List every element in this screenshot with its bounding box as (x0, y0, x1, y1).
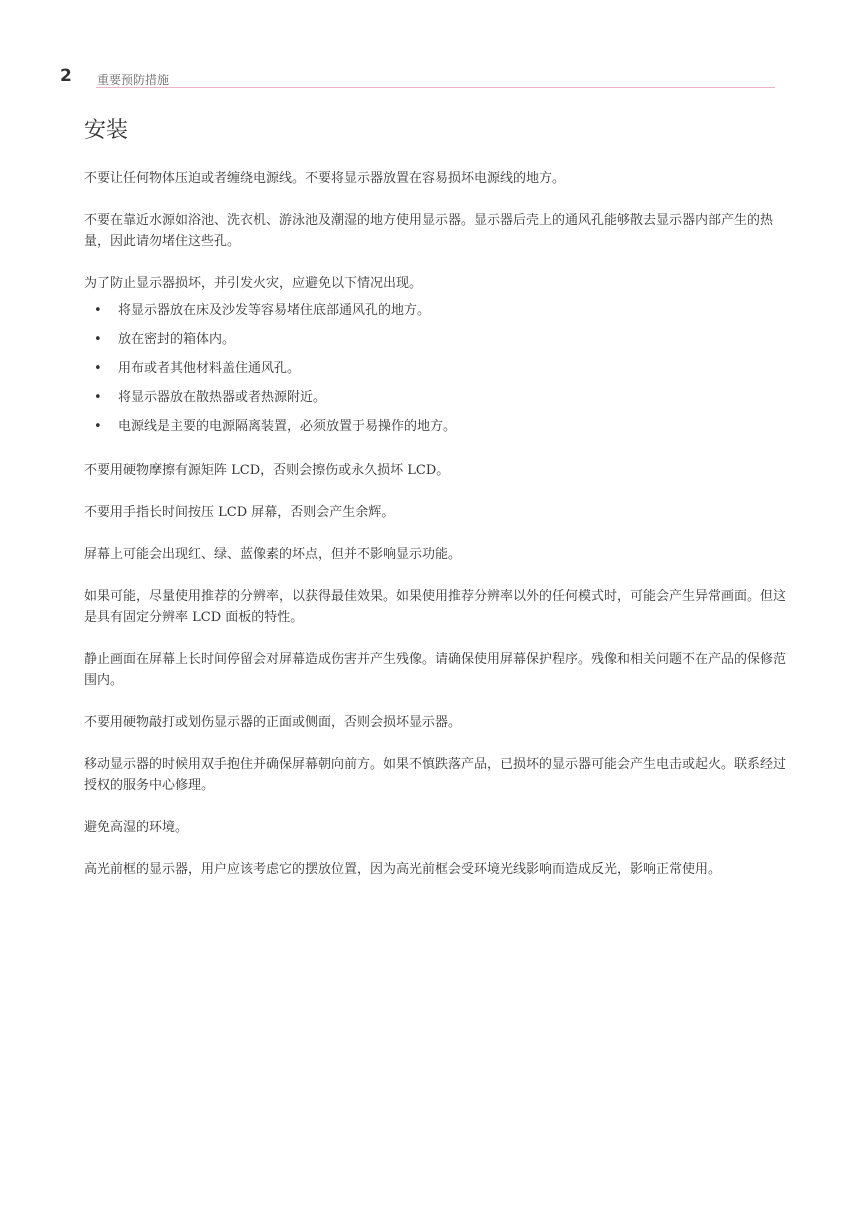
list-intro: 为了防止显示器损坏，并引发火灾，应避免以下情况出现。 (84, 276, 423, 291)
bullet-icon: • (94, 332, 102, 347)
header-divider (96, 87, 775, 88)
page-header (60, 64, 775, 90)
paragraph: 不要用硬物敲打或划伤显示器的正面或侧面，否则会损坏显示器。 (84, 715, 462, 730)
list-item-text: 用布或者其他材料盖住通风孔。 (118, 361, 301, 376)
list-item (84, 329, 794, 350)
bullet-list (84, 300, 794, 437)
page-number: 2 (60, 66, 72, 86)
list-item-text: 放在密封的箱体内。 (118, 332, 236, 347)
paragraph: 不要让任何物体压迫或者缠绕电源线。不要将显示器放置在容易损坏电源线的地方。 (84, 171, 566, 186)
list-item-text: 将显示器放在散热器或者热源附近。 (118, 390, 327, 405)
list-item (84, 387, 794, 408)
bullet-icon: • (94, 419, 102, 434)
bullet-icon: • (94, 303, 102, 318)
paragraph: 不要在靠近水源如浴池、洗衣机、游泳池及潮湿的地方使用显示器。显示器后壳上的通风孔能够散去显示器内部产生的热量，因此请勿堵住这些孔。 (84, 213, 774, 249)
paragraph: 不要用手指长时间按压 LCD 屏幕，否则会产生余辉。 (84, 505, 395, 520)
document-body (84, 168, 794, 901)
section-label: 重要预防措施 (97, 73, 170, 87)
paragraph: 移动显示器的时候用双手抱住并确保屏幕朝向前方。如果不慎跌落产品，已损坏的显示器可能会产生电击或起火。联系经过授权的服务中心修理。 (84, 757, 787, 793)
page-title: 安装 (84, 118, 129, 143)
list-item (84, 416, 794, 437)
list-item-text: 将显示器放在床及沙发等容易堵住底部通风孔的地方。 (118, 303, 431, 318)
paragraph: 如果可能，尽量使用推荐的分辨率，以获得最佳效果。如果使用推荐分辨率以外的任何模式时，可能会产生异常画面。但这是具有固定分辨率 LCD 面板的特性。 (84, 589, 787, 625)
paragraph: 不要用硬物摩擦有源矩阵 LCD，否则会擦伤或永久损坏 LCD。 (84, 463, 450, 478)
paragraph: 避免高湿的环境。 (84, 820, 189, 835)
paragraph: 高光前框的显示器，用户应该考虑它的摆放位置，因为高光前框会受环境光线影响而造成反光，影响正常使用。 (84, 862, 722, 877)
list-item-text: 电源线是主要的电源隔离装置，必须放置于易操作的地方。 (118, 419, 457, 434)
bullet-icon: • (94, 390, 102, 405)
paragraph: 屏幕上可能会出现红、绿、蓝像素的坏点，但并不影响显示功能。 (84, 547, 462, 562)
list-item (84, 300, 794, 321)
list-item (84, 358, 794, 379)
bullet-icon: • (94, 361, 102, 376)
paragraph: 静止画面在屏幕上长时间停留会对屏幕造成伤害并产生残像。请确保使用屏幕保护程序。残像和相关问题不在产品的保修范围内。 (84, 652, 787, 688)
